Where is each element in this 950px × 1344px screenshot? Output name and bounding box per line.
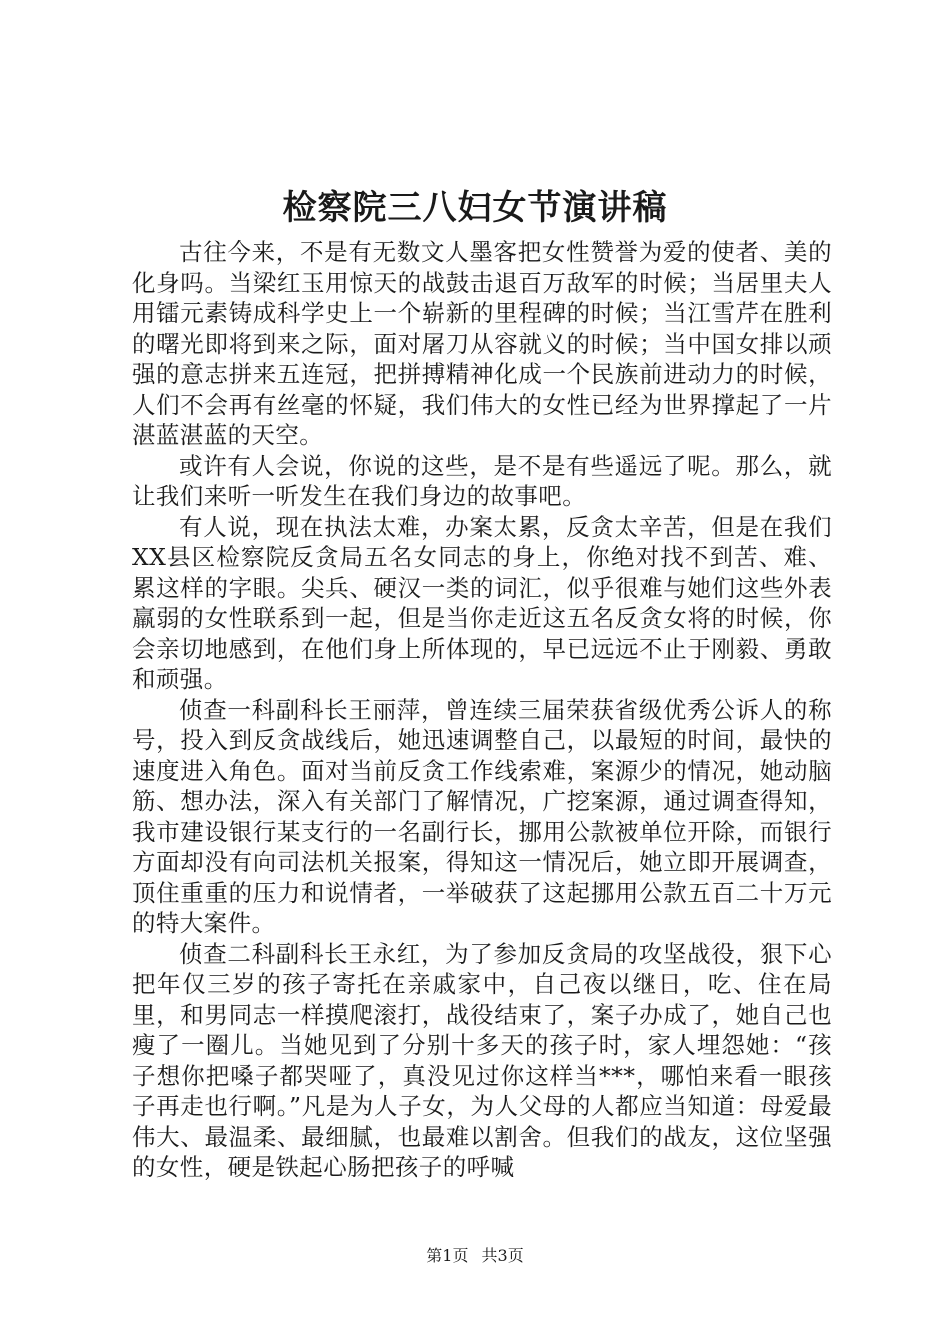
paragraph-3: 有人说，现在执法太难，办案太累，反贪太辛苦，但是在我们XX县区检察院反贪局五名女同志的身上，你绝对找不到苦、难、累这样的字眼。尖兵、硬汉一类的词汇，似乎很难与她们这些外表羸弱的女性联系到一起，但是当你走近这五名反贪女将的时候，你会亲切地感到，在他们身上所体现的，早已远远不止于刚毅、勇敢和顽强。 <box>132 512 832 693</box>
paragraph-5: 侦查二科副科长王永红，为了参加反贪局的攻坚战役，狠下心把年仅三岁的孩子寄托在亲戚家中，自己夜以继日，吃、住在局里，和男同志一样摸爬滚打，战役结束了，案子办成了，她自己也瘦了一圈儿。当她见到了分别十多天的孩子时，家人埋怨她：“孩子想你把嗓子都哭哑了，真没见过你这样当***，哪怕来看一眼孩子再走也行啊。”凡是为人子女，为人父母的人都应当知道：母爱最伟大、最温柔、最细腻，也最难以割舍。但我们的战友，这位坚强的女性，硬是铁起心肠把孩子的呼喊 <box>132 939 832 1181</box>
page-total: 共3页 <box>481 1246 524 1265</box>
paragraph-2: 或许有人会说，你说的这些，是不是有些遥远了呢。那么，就让我们来听一听发生在我们身边的故事吧。 <box>132 451 832 510</box>
page-number: 第1页 <box>426 1246 469 1265</box>
paragraph-1: 古往今来，不是有无数文人墨客把女性赞誉为爱的使者、美的化身吗。当梁红玉用惊天的战鼓击退百万敌军的时候；当居里夫人用镭元素铸成科学史上一个崭新的里程碑的时候；当江雪芹在胜利的曙光即将到来之际，面对屠刀从容就义的时候；当中国女排以顽强的意志拼来五连冠，把拼搏精神化成一个民族前进动力的时候，人们不会再有丝毫的怀疑，我们伟大的女性已经为世界撑起了一片湛蓝湛蓝的天空。 <box>132 238 832 449</box>
page-footer <box>0 1244 950 1268</box>
document-body <box>132 237 832 1183</box>
document-title: 检察院三八妇女节演讲稿 <box>282 188 668 228</box>
paragraph-4: 侦查一科副科长王丽萍，曾连续三届荣获省级优秀公诉人的称号，投入到反贪战线后，她迅速调整自己，以最短的时间，最快的速度进入角色。面对当前反贪工作线索难，案源少的情况，她动脑筋、想办法，深入有关部门了解情况，广挖案源，通过调查得知，我市建设银行某支行的一名副行长，挪用公款被单位开除，而银行方面却没有向司法机关报案，得知这一情况后，她立即开展调查，顶住重重的压力和说情者，一举破获了这起挪用公款五百二十万元的特大案件。 <box>132 695 832 937</box>
